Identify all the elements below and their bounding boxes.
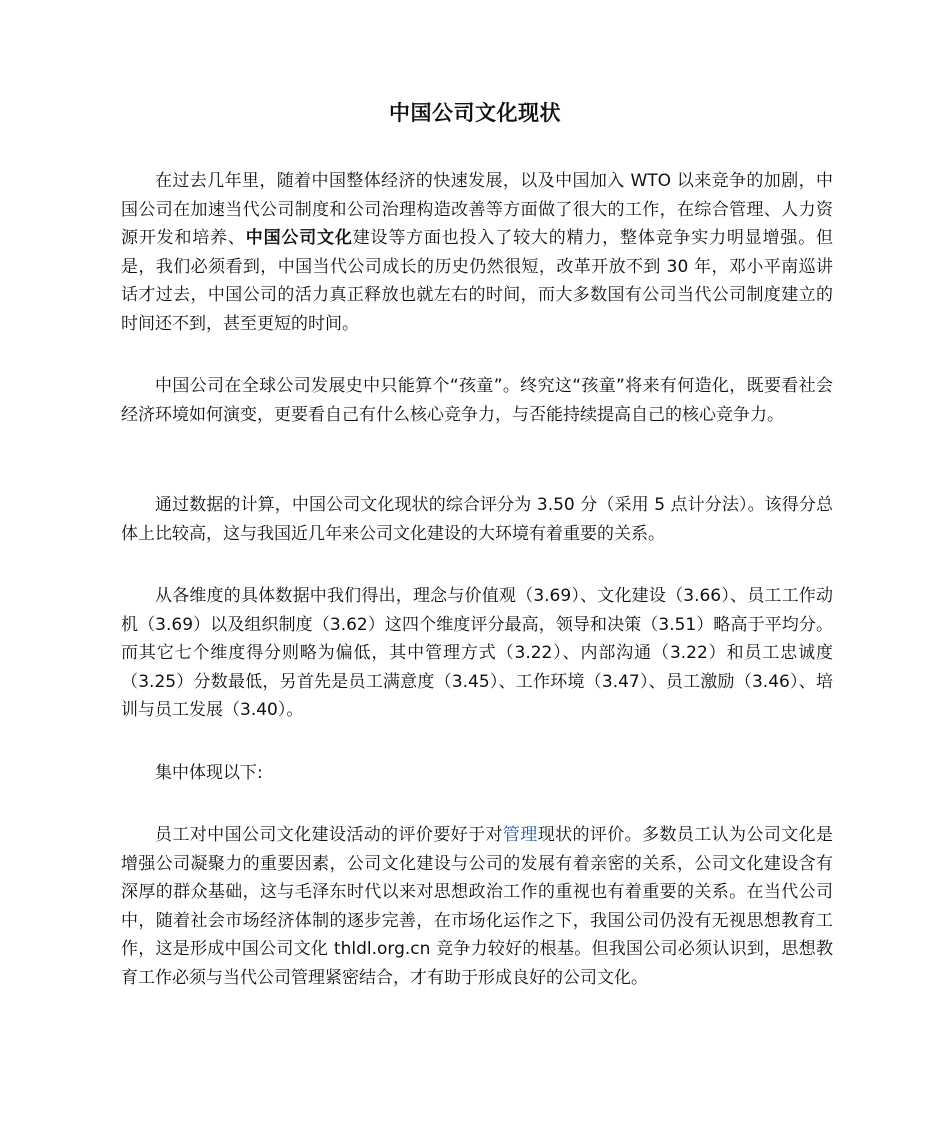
paragraph-evaluation xyxy=(121,821,833,993)
paragraph-text: 员工对中国公司文化建设活动的评价要好于对 xyxy=(155,825,503,845)
paragraph-text: 在过去几年里，随着中国整体经济的快速发展，以及中国加入 WTO 以来竞争的加剧，中国公司在加速当代公司制度和公司治理构造改善等方面做了很大的工作，在综合管理、人力资源开发和培养、 xyxy=(121,171,833,249)
paragraph-dimension-scores: 从各维度的具体数据中我们得出，理念与价值观（3.69）、文化建设（3.66）、员工工作动机（3.69）以及组织制度（3.62）这四个维度评分最高，领导和决策（3.51）略高于平均分。而其它七个维度得分则略为偏低，其中管理方式（3.22）、内部沟通（3.22）和员工忠诚度（3.25）分数最低，另首先是员工满意度（3.45）、工作环境（3.47）、员工激励（3.46）、培训与员工发展（3.40）。 xyxy=(121,586,833,721)
document-title: 中国公司文化现状 xyxy=(389,101,561,125)
paragraph-summary-lead: 集中体现以下: xyxy=(155,763,263,783)
paragraph-intro xyxy=(121,167,833,339)
management-link[interactable]: 管理 xyxy=(502,825,538,845)
paragraph-text: 建设等方面也投入了较大的精力，整体竞争实力明显增强。但是，我们必须看到，中国当代公司成长的历史仍然很短，改革开放不到 30 年，邓小平南巡讲话才过去，中国公司的活力真正释放也就左右的时间，而大多数国有公司当代公司制度建立的时间还不到，甚至更短的时间。 xyxy=(121,228,834,334)
paragraph-overall-score: 通过数据的计算，中国公司文化现状的综合评分为 3.50 分（采用 5 点计分法）。该得分总体上比较高，这与我国近几年来公司文化建设的大环境有着重要的关系。 xyxy=(121,495,833,544)
paragraph-text: 现状的评价。多数员工认为公司文化是增强公司凝聚力的重要因素，公司文化建设与公司的发展有着亲密的关系，公司文化建设含有深厚的群众基础，这与毛泽东时代以来对思想政治工作的重视也有着重要的关系。在当代公司中，随着社会市场经济体制的逐步完善，在市场化运作之下，我国公司仍没有无视思想教育工作，这是形成中国公司文化 thldl.org.cn 竞争力较好的根基。但我国公司必须认识到，思想教育工作必须与当代公司管理紧密结合，才有助于形成良好的公司文化。 xyxy=(121,825,834,988)
bold-term: 中国公司文化 xyxy=(245,228,353,249)
paragraph-child-metaphor: 中国公司在全球公司发展史中只能算个“孩童”。终究这“孩童”将来有何造化，既要看社会经济环境如何演变，更要看自己有什么核心竞争力，与否能持续提高自己的核心竞争力。 xyxy=(121,376,833,425)
